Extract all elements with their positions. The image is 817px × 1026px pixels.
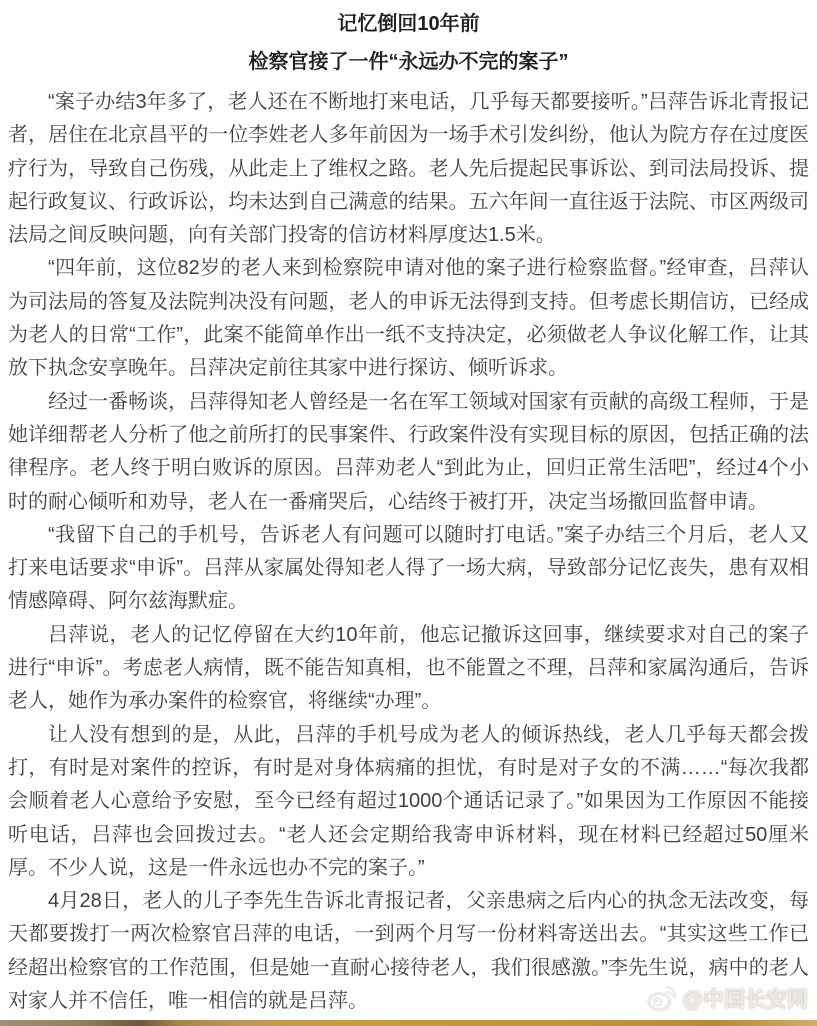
article-paragraph: “四年前，这位82岁的老人来到检察院申请对他的案子进行检察监督。”经审查，吕萍认为司法局的答复及法院判决没有问题，老人的申诉无法得到支持。但考虑长期信访，已经成为老人的日常“工作”，此案不能简单作出一纸不支持决定，必须做老人争议化解工作，让其放下执念安享晚年。吕萍决定前往其家中进行探访、倾听诉求。 (8, 257, 809, 380)
weibo-icon (647, 985, 678, 1012)
article-paragraph: “案子办结3年多了，老人还在不断地打来电话，几乎每天都要接听。”吕萍告诉北青报记者，居住在北京昌平的一位李姓老人多年前因为一场手术引发纠纷，他认为院方存在过度医疗行为，导致自己伤残，从此走上了维权之路。老人先后提起民事诉讼、到司法局投诉、提起行政复议、行政诉讼，均未达到自己满意的结果。五六年间一直往返于法院、市区两级司法局之间反映问题，向有关部门投寄的信访材料厚度达1.5米。 (8, 91, 809, 247)
bottom-gold-bar (0, 1020, 817, 1026)
article-subtitle: 检察官接了一件“永远办不完的案子” (248, 51, 569, 73)
article-title: 记忆倒回10年前 (337, 13, 480, 35)
article-paragraph: 吕萍说，老人的记忆停留在大约10年前，他忘记撤诉这回事，继续要求对自己的案子进行“申诉”。考虑老人病情，既不能告知真相，也不能置之不理，吕萍和家属沟通后，告诉老人，她作为承办案件的检察官，将继续“办理”。 (8, 623, 809, 713)
watermark (647, 983, 808, 1013)
article-paragraph: 4月28日，老人的儿子李先生告诉北青报记者，父亲患病之后内心的执念无法改变，每天都要拨打一两次检察官吕萍的电话，一到两个月写一份材料寄送出去。“其实这些工作已经超出检察官的工作范围，但是她一直耐心接待老人，我们很感激。”李先生说，病中的老人对家人并不信任，唯一相信的就是吕萍。 (8, 890, 809, 1013)
article-paragraph: “我留下自己的手机号，告诉老人有问题可以随时打电话。”案子办结三个月后，老人又打来电话要求“申诉”。吕萍从家属处得知老人得了一场大病，导致部分记忆丧失，患有双相情感障碍、阿尔兹海默症。 (8, 523, 809, 613)
article-paragraph: 经过一番畅谈，吕萍得知老人曾经是一名在军工领域对国家有贡献的高级工程师，于是她详细帮老人分析了他之前所打的民事案件、行政案件没有实现目标的原因，包括正确的法律程序。老人终于明白败诉的原因。吕萍劝老人“到此为止，回归正常生活吧”，经过4个小时的耐心倾听和劝导，老人在一番痛哭后，心结终于被打开，决定当场撤回监督申请。 (8, 390, 809, 513)
watermark-handle: @中国长安网 (682, 988, 808, 1011)
article-paragraph: 让人没有想到的是，从此，吕萍的手机号成为老人的倾诉热线，老人几乎每天都会拨打，有时是对案件的控诉，有时是对身体病痛的担忧，有时是对子女的不满……“每次我都会顺着老人心意给予安慰，至今已经有超过1000个通话记录了。”如果因为工作原因不能接听电话，吕萍也会回拨过去。“老人还会定期给我寄申诉材料，现在材料已经超过50厘米厚。不少人说，这是一件永远也办不完的案子。” (8, 723, 809, 879)
article-body (8, 86, 809, 1018)
